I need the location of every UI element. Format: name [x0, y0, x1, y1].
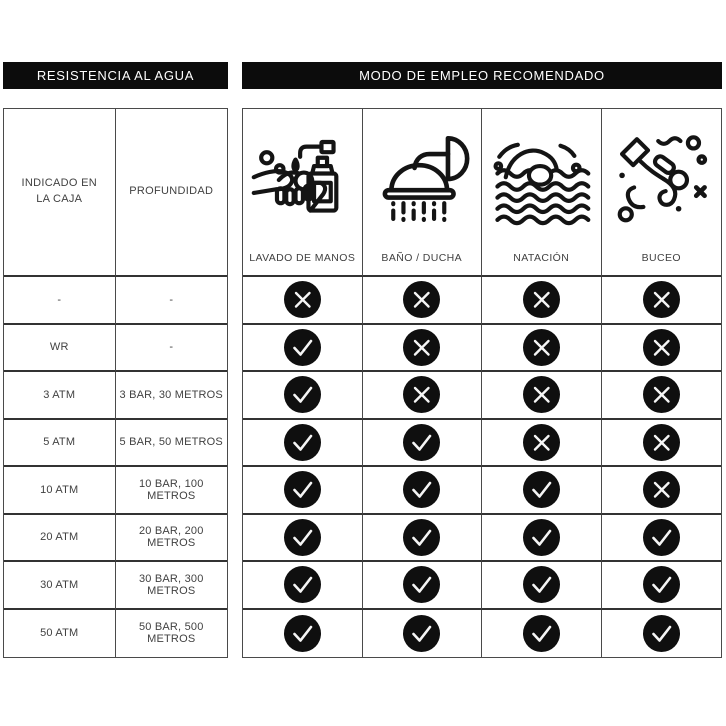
- resistance-col-header-caja: INDICADO EN LA CAJA: [4, 109, 116, 277]
- resistance-cell-caja: 30 ATM: [4, 562, 116, 610]
- check-mark-icon: [523, 615, 560, 652]
- check-mark-icon: [284, 615, 321, 652]
- cross-mark-icon: [523, 376, 560, 413]
- check-mark-icon: [284, 471, 321, 508]
- usage-cell: [482, 420, 602, 468]
- check-mark-icon: [523, 566, 560, 603]
- resistance-cell-profundidad: -: [116, 277, 228, 325]
- usage-cell: [363, 562, 483, 610]
- usage-cell: [602, 562, 722, 610]
- usage-cell: [602, 515, 722, 563]
- activity-header-diving: [602, 109, 722, 277]
- cross-mark-icon: [523, 329, 560, 366]
- resistance-cell-profundidad: 10 BAR, 100 METROS: [116, 467, 228, 515]
- check-mark-icon: [523, 471, 560, 508]
- resistance-cell-caja: 20 ATM: [4, 515, 116, 563]
- resistance-cell-profundidad: 20 BAR, 200 METROS: [116, 515, 228, 563]
- diving-icon: [602, 109, 722, 250]
- check-mark-icon: [643, 566, 680, 603]
- usage-cell: [243, 610, 363, 658]
- activity-label: BUCEO: [641, 252, 681, 264]
- cross-mark-icon: [643, 281, 680, 318]
- resistance-col-header-profundidad: PROFUNDIDAD: [116, 109, 228, 277]
- usage-cell: [602, 325, 722, 373]
- usage-cell: [243, 515, 363, 563]
- resistance-cell-profundidad: 30 BAR, 300 METROS: [116, 562, 228, 610]
- usage-cell: [363, 467, 483, 515]
- cross-mark-icon: [403, 281, 440, 318]
- resistance-table: [3, 108, 228, 658]
- activity-header-swimming: [482, 109, 602, 277]
- usage-cell: [363, 420, 483, 468]
- usage-cell: [602, 610, 722, 658]
- usage-cell: [602, 372, 722, 420]
- usage-cell: [482, 467, 602, 515]
- check-mark-icon: [403, 519, 440, 556]
- cross-mark-icon: [284, 281, 321, 318]
- check-mark-icon: [643, 519, 680, 556]
- usage-header-bar: [242, 62, 722, 89]
- usage-cell: [243, 325, 363, 373]
- cross-mark-icon: [643, 471, 680, 508]
- resistance-cell-caja: WR: [4, 325, 116, 373]
- activity-label: NATACIÓN: [513, 252, 570, 264]
- resistance-cell-profundidad: 50 BAR, 500 METROS: [138, 621, 204, 646]
- resistance-cell-caja: -: [4, 277, 116, 325]
- resistance-cell-caja: 10 ATM: [4, 467, 116, 515]
- usage-cell: [363, 277, 483, 325]
- resistance-cell-caja: 5 ATM: [4, 420, 116, 468]
- cross-mark-icon: [403, 376, 440, 413]
- usage-cell: [482, 277, 602, 325]
- activity-header-handwash: [243, 109, 363, 277]
- activity-label: BAÑO / DUCHA: [381, 252, 463, 264]
- cross-mark-icon: [403, 329, 440, 366]
- check-mark-icon: [643, 615, 680, 652]
- check-mark-icon: [523, 519, 560, 556]
- check-mark-icon: [284, 329, 321, 366]
- check-mark-icon: [403, 566, 440, 603]
- activity-label: LAVADO DE MANOS: [249, 252, 356, 264]
- usage-cell: [243, 562, 363, 610]
- usage-table: [242, 108, 722, 658]
- usage-cell: [243, 277, 363, 325]
- resistance-cell-caja: 50 ATM: [4, 610, 116, 658]
- usage-cell: [482, 562, 602, 610]
- usage-cell: [602, 467, 722, 515]
- cross-mark-icon: [523, 424, 560, 461]
- usage-cell: [243, 420, 363, 468]
- cross-mark-icon: [523, 281, 560, 318]
- check-mark-icon: [284, 566, 321, 603]
- resistance-cell-profundidad: -: [116, 325, 228, 373]
- shower-icon: [363, 109, 482, 250]
- usage-cell: [363, 610, 483, 658]
- check-mark-icon: [284, 376, 321, 413]
- check-mark-icon: [284, 519, 321, 556]
- usage-cell: [363, 325, 483, 373]
- usage-cell: [602, 277, 722, 325]
- resistance-header-title: RESISTENCIA AL AGUA: [36, 68, 195, 83]
- usage-header-title: MODO DE EMPLEO RECOMENDADO: [359, 68, 605, 83]
- check-mark-icon: [403, 615, 440, 652]
- usage-cell: [482, 610, 602, 658]
- usage-cell: [243, 372, 363, 420]
- usage-cell: [363, 515, 483, 563]
- check-mark-icon: [403, 471, 440, 508]
- resistance-cell-profundidad: 5 BAR, 50 METROS: [116, 420, 228, 468]
- usage-cell: [602, 420, 722, 468]
- usage-cell: [363, 372, 483, 420]
- resistance-header-bar: [3, 62, 228, 89]
- cross-mark-icon: [643, 329, 680, 366]
- usage-cell: [243, 467, 363, 515]
- usage-cell: [482, 515, 602, 563]
- swimming-icon: [482, 109, 601, 250]
- cross-mark-icon: [643, 376, 680, 413]
- usage-cell: [482, 325, 602, 373]
- check-mark-icon: [403, 424, 440, 461]
- activity-header-shower: [363, 109, 483, 277]
- cross-mark-icon: [643, 424, 680, 461]
- resistance-cell-profundidad: 3 BAR, 30 METROS: [116, 372, 228, 420]
- check-mark-icon: [284, 424, 321, 461]
- usage-cell: [482, 372, 602, 420]
- handwash-icon: [243, 109, 362, 250]
- resistance-cell-caja: 3 ATM: [4, 372, 116, 420]
